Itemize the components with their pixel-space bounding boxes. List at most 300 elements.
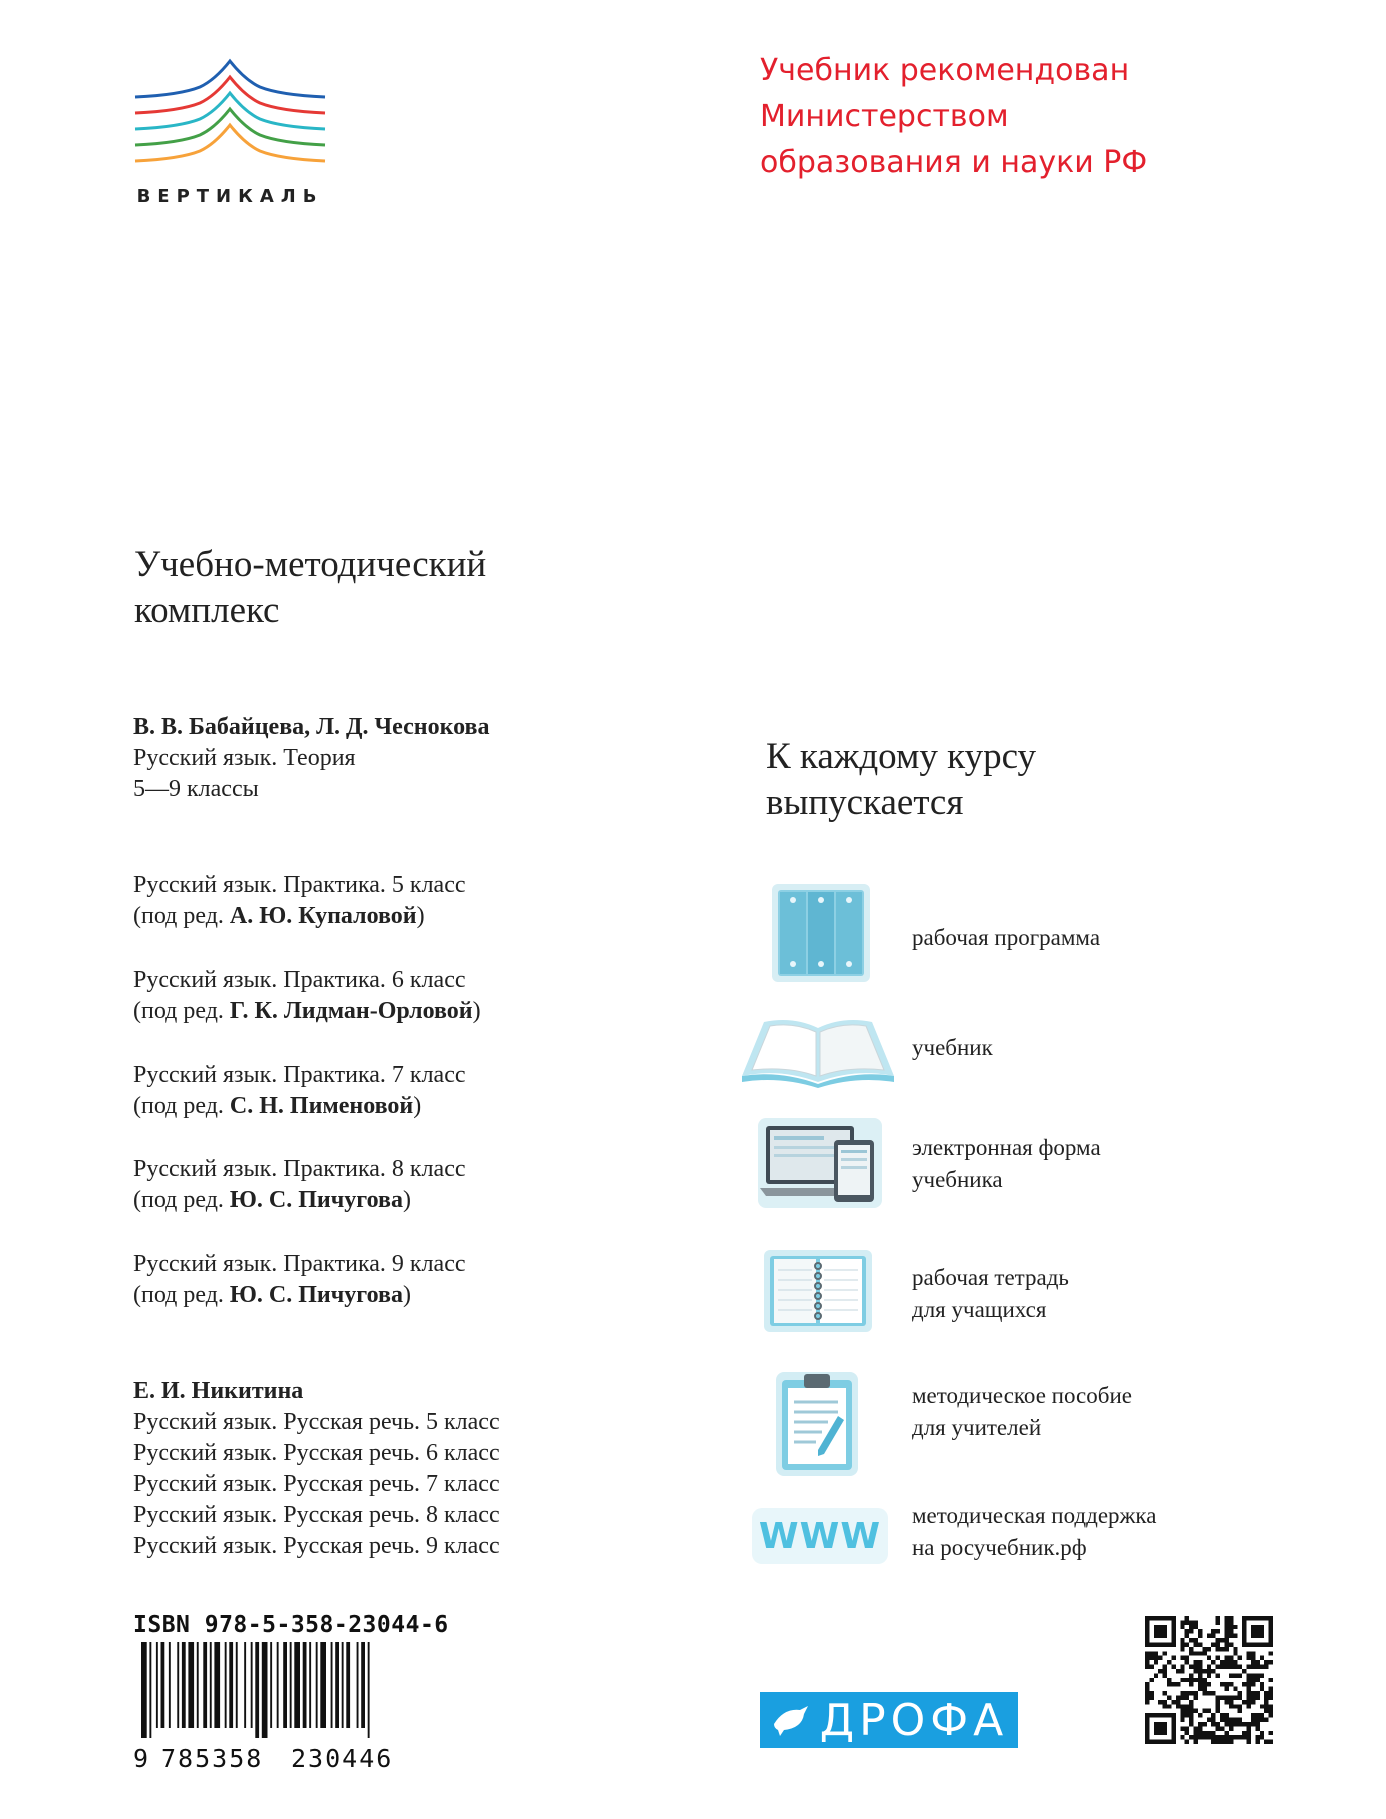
qr-module bbox=[1149, 1651, 1153, 1655]
qr-module bbox=[1189, 1704, 1193, 1708]
qr-module bbox=[1189, 1673, 1193, 1677]
qr-module bbox=[1229, 1625, 1233, 1629]
speech-title: Русский язык. Русская речь. 7 класс bbox=[133, 1471, 500, 1497]
qr-module bbox=[1207, 1691, 1211, 1695]
qr-module bbox=[1211, 1642, 1215, 1646]
qr-module bbox=[1189, 1735, 1193, 1739]
qr-module bbox=[1216, 1629, 1220, 1633]
qr-module bbox=[1269, 1678, 1273, 1682]
qr-module bbox=[1167, 1660, 1171, 1664]
qr-module bbox=[1251, 1691, 1255, 1695]
barcode-bar bbox=[149, 1642, 151, 1738]
qr-module bbox=[1189, 1629, 1193, 1633]
qr-module bbox=[1202, 1669, 1206, 1673]
qr-module bbox=[1229, 1673, 1233, 1677]
book-icon bbox=[738, 1012, 898, 1092]
qr-module bbox=[1216, 1620, 1220, 1624]
qr-module bbox=[1216, 1740, 1220, 1744]
barcode-bar bbox=[316, 1642, 318, 1728]
qr-module bbox=[1180, 1656, 1184, 1660]
qr-module bbox=[1194, 1665, 1198, 1669]
barcode-bar bbox=[177, 1642, 179, 1728]
qr-module bbox=[1163, 1691, 1167, 1695]
qr-module bbox=[1198, 1735, 1202, 1739]
practice-editor: А. Ю. Купаловой bbox=[229, 903, 417, 929]
qr-module bbox=[1198, 1682, 1202, 1686]
publisher-logo bbox=[760, 1692, 1018, 1748]
barcode-bar bbox=[290, 1642, 292, 1728]
qr-module bbox=[1211, 1669, 1215, 1673]
qr-module bbox=[1198, 1678, 1202, 1682]
qr-module bbox=[1163, 1665, 1167, 1669]
qr-module bbox=[1229, 1665, 1233, 1669]
qr-module bbox=[1233, 1647, 1237, 1651]
qr-module bbox=[1242, 1722, 1246, 1726]
practice-editor: Ю. С. Пичугова bbox=[229, 1282, 403, 1308]
qr-module bbox=[1198, 1665, 1202, 1669]
qr-module bbox=[1220, 1695, 1224, 1699]
qr-module bbox=[1145, 1691, 1149, 1695]
qr-module bbox=[1198, 1634, 1202, 1638]
qr-module bbox=[1149, 1678, 1153, 1682]
qr-module bbox=[1154, 1651, 1158, 1655]
qr-module bbox=[1176, 1700, 1180, 1704]
qr-module bbox=[1185, 1629, 1189, 1633]
qr-module bbox=[1194, 1731, 1198, 1735]
qr-module bbox=[1269, 1731, 1273, 1735]
practice-editor: Г. К. Лидман-Орловой bbox=[229, 998, 473, 1024]
qr-module bbox=[1247, 1691, 1251, 1695]
qr-module bbox=[1189, 1722, 1193, 1726]
barcode-digit-first: 9 bbox=[133, 1744, 149, 1773]
qr-module bbox=[1194, 1669, 1198, 1673]
qr-module bbox=[1216, 1722, 1220, 1726]
qr-module bbox=[1224, 1713, 1228, 1717]
qr-module bbox=[1207, 1731, 1211, 1735]
qr-module bbox=[1145, 1656, 1149, 1660]
practice-editor: Ю. С. Пичугова bbox=[229, 1187, 403, 1213]
qr-module bbox=[1202, 1651, 1206, 1655]
qr-module bbox=[1260, 1682, 1264, 1686]
qr-module bbox=[1264, 1718, 1268, 1722]
feature-label-line: на росучебник.рф bbox=[912, 1535, 1087, 1560]
notebook-icon bbox=[764, 1250, 872, 1336]
qr-module bbox=[1198, 1669, 1202, 1673]
qr-module bbox=[1224, 1687, 1228, 1691]
practice-prefix: (под ред. bbox=[133, 1282, 230, 1308]
qr-module bbox=[1242, 1669, 1246, 1673]
qr-module bbox=[1158, 1656, 1162, 1660]
practice-suffix: ) bbox=[472, 998, 481, 1024]
qr-module bbox=[1251, 1673, 1255, 1677]
barcode-bar bbox=[244, 1642, 246, 1728]
qr-module bbox=[1149, 1656, 1153, 1660]
qr-module bbox=[1247, 1695, 1251, 1699]
feature-label-line: методическая поддержка bbox=[912, 1503, 1157, 1528]
barcode-bar bbox=[251, 1642, 253, 1728]
qr-module bbox=[1154, 1656, 1158, 1660]
qr-module bbox=[1202, 1678, 1206, 1682]
barcode-bar bbox=[255, 1642, 259, 1738]
qr-module bbox=[1198, 1642, 1202, 1646]
practice-title: Русский язык. Практика. 6 класс bbox=[133, 967, 466, 993]
qr-module bbox=[1247, 1678, 1251, 1682]
barcode-bar bbox=[141, 1642, 147, 1738]
qr-module bbox=[1224, 1695, 1228, 1699]
qr-module bbox=[1255, 1691, 1259, 1695]
barcode-bar bbox=[182, 1642, 186, 1728]
qr-module bbox=[1189, 1709, 1193, 1713]
qr-code-image bbox=[1145, 1616, 1273, 1744]
qr-module bbox=[1264, 1695, 1268, 1699]
qr-module bbox=[1251, 1656, 1255, 1660]
feature-label bbox=[912, 1032, 993, 1064]
qr-module bbox=[1207, 1656, 1211, 1660]
qr-module bbox=[1233, 1660, 1237, 1664]
qr-module bbox=[1216, 1647, 1220, 1651]
qr-module bbox=[1180, 1642, 1184, 1646]
qr-module bbox=[1224, 1620, 1228, 1624]
qr-module bbox=[1163, 1704, 1167, 1708]
barcode-bar bbox=[361, 1642, 365, 1728]
qr-module bbox=[1224, 1718, 1228, 1722]
qr-module bbox=[1180, 1709, 1184, 1713]
qr-module bbox=[1202, 1709, 1206, 1713]
recommendation-text bbox=[760, 48, 1147, 186]
qr-module bbox=[1229, 1620, 1233, 1624]
qr-module bbox=[1216, 1709, 1220, 1713]
qr-module bbox=[1185, 1642, 1189, 1646]
qr-module bbox=[1229, 1718, 1233, 1722]
qr-module bbox=[1233, 1687, 1237, 1691]
qr-module bbox=[1189, 1638, 1193, 1642]
feature-label bbox=[912, 922, 1100, 954]
qr-module bbox=[1180, 1638, 1184, 1642]
qr-module bbox=[1194, 1691, 1198, 1695]
practice-suffix: ) bbox=[413, 1093, 422, 1119]
theory-block bbox=[133, 712, 489, 805]
qr-module bbox=[1180, 1718, 1184, 1722]
speech-author: Е. И. Никитина bbox=[133, 1378, 304, 1404]
qr-module bbox=[1269, 1740, 1273, 1744]
qr-module bbox=[1255, 1673, 1259, 1677]
qr-module bbox=[1198, 1726, 1202, 1730]
qr-module bbox=[1145, 1660, 1149, 1664]
barcode-bar bbox=[236, 1642, 238, 1728]
qr-module bbox=[1185, 1726, 1189, 1730]
qr-module bbox=[1202, 1735, 1206, 1739]
qr-module bbox=[1207, 1682, 1211, 1686]
barcode-digits-left: 785358 bbox=[161, 1744, 264, 1773]
qr-module bbox=[1145, 1700, 1149, 1704]
logo-wordmark: ВЕРТИКАЛЬ bbox=[136, 186, 324, 207]
qr-module bbox=[1229, 1642, 1233, 1646]
qr-module bbox=[1189, 1647, 1193, 1651]
barcode-bar bbox=[229, 1642, 233, 1728]
qr-module bbox=[1163, 1669, 1167, 1673]
qr-module bbox=[1176, 1695, 1180, 1699]
qr-module bbox=[1224, 1629, 1228, 1633]
qr-module bbox=[1242, 1731, 1246, 1735]
qr-module bbox=[1202, 1691, 1206, 1695]
qr-module bbox=[1180, 1695, 1184, 1699]
qr-module bbox=[1229, 1634, 1233, 1638]
qr-module bbox=[1154, 1673, 1158, 1677]
qr-module bbox=[1211, 1740, 1215, 1744]
qr-module bbox=[1220, 1638, 1224, 1642]
barcode-bar bbox=[188, 1642, 194, 1728]
bird-icon bbox=[770, 1702, 810, 1738]
qr-module bbox=[1229, 1660, 1233, 1664]
qr-module bbox=[1176, 1682, 1180, 1686]
clipboard-icon bbox=[776, 1370, 858, 1480]
qr-module bbox=[1233, 1718, 1237, 1722]
qr-module bbox=[1247, 1665, 1251, 1669]
qr-module bbox=[1163, 1673, 1167, 1677]
qr-module bbox=[1198, 1651, 1202, 1655]
qr-module bbox=[1229, 1735, 1233, 1739]
qr-module bbox=[1180, 1691, 1184, 1695]
qr-module bbox=[1251, 1660, 1255, 1664]
qr-module bbox=[1189, 1665, 1193, 1669]
qr-module bbox=[1185, 1660, 1189, 1664]
qr-module bbox=[1224, 1625, 1228, 1629]
practice-title: Русский язык. Практика. 8 класс bbox=[133, 1156, 466, 1182]
practice-title: Русский язык. Практика. 7 класс bbox=[133, 1062, 466, 1088]
qr-module bbox=[1145, 1687, 1149, 1691]
barcode-bar bbox=[277, 1642, 279, 1728]
practice-title: Русский язык. Практика. 5 класс bbox=[133, 872, 466, 898]
qr-module bbox=[1180, 1669, 1184, 1673]
qr-module bbox=[1180, 1625, 1184, 1629]
qr-module bbox=[1251, 1695, 1255, 1699]
qr-finder-core bbox=[1154, 1625, 1167, 1638]
qr-module bbox=[1211, 1735, 1215, 1739]
qr-module bbox=[1145, 1682, 1149, 1686]
qr-module bbox=[1269, 1687, 1273, 1691]
qr-module bbox=[1216, 1642, 1220, 1646]
qr-module bbox=[1163, 1700, 1167, 1704]
qr-module bbox=[1194, 1695, 1198, 1699]
feature-label-line: электронная форма bbox=[912, 1135, 1101, 1160]
courses-title-line: выпускается bbox=[766, 782, 964, 823]
qr-module bbox=[1229, 1722, 1233, 1726]
qr-module bbox=[1233, 1634, 1237, 1638]
practice-prefix: (под ред. bbox=[133, 1187, 230, 1213]
qr-module bbox=[1242, 1682, 1246, 1686]
qr-module bbox=[1185, 1620, 1189, 1624]
qr-module bbox=[1202, 1722, 1206, 1726]
qr-module bbox=[1216, 1665, 1220, 1669]
feature-label-line: для учащихся bbox=[912, 1297, 1047, 1322]
qr-module bbox=[1180, 1713, 1184, 1717]
qr-module bbox=[1194, 1660, 1198, 1664]
speech-title: Русский язык. Русская речь. 9 класс bbox=[133, 1533, 500, 1559]
qr-module bbox=[1185, 1731, 1189, 1735]
barcode-bar bbox=[210, 1642, 212, 1728]
qr-module bbox=[1247, 1651, 1251, 1655]
qr-module bbox=[1255, 1678, 1259, 1682]
barcode-bar bbox=[169, 1642, 171, 1728]
qr-module bbox=[1145, 1665, 1149, 1669]
qr-module bbox=[1198, 1731, 1202, 1735]
qr-module bbox=[1233, 1651, 1237, 1655]
qr-module bbox=[1238, 1709, 1242, 1713]
qr-module bbox=[1207, 1718, 1211, 1722]
qr-module bbox=[1233, 1704, 1237, 1708]
qr-module bbox=[1198, 1713, 1202, 1717]
qr-module bbox=[1242, 1700, 1246, 1704]
speech-title: Русский язык. Русская речь. 6 класс bbox=[133, 1440, 500, 1466]
barcode-bar bbox=[331, 1642, 333, 1728]
qr-module bbox=[1180, 1735, 1184, 1739]
qr-module bbox=[1269, 1709, 1273, 1713]
qr-module bbox=[1216, 1638, 1220, 1642]
vertical-logo-arcs-icon bbox=[130, 55, 330, 170]
qr-module bbox=[1198, 1629, 1202, 1633]
qr-module bbox=[1224, 1700, 1228, 1704]
qr-module bbox=[1211, 1722, 1215, 1726]
barcode-bar bbox=[262, 1642, 268, 1738]
qr-module bbox=[1255, 1735, 1259, 1739]
qr-module bbox=[1211, 1660, 1215, 1664]
qr-module bbox=[1238, 1722, 1242, 1726]
feature-label-line: рабочая тетрадь bbox=[912, 1265, 1069, 1290]
qr-module bbox=[1260, 1718, 1264, 1722]
qr-module bbox=[1211, 1691, 1215, 1695]
practice-prefix: (под ред. bbox=[133, 903, 230, 929]
qr-module bbox=[1176, 1669, 1180, 1673]
qr-module bbox=[1255, 1722, 1259, 1726]
barcode-bar bbox=[320, 1642, 326, 1728]
qr-module bbox=[1255, 1740, 1259, 1744]
qr-module bbox=[1163, 1651, 1167, 1655]
feature-label bbox=[912, 1262, 1069, 1326]
umk-title-line: Учебно-методический bbox=[134, 544, 487, 585]
barcode-bar bbox=[214, 1642, 220, 1728]
practice-prefix: (под ред. bbox=[133, 998, 230, 1024]
qr-module bbox=[1185, 1695, 1189, 1699]
qr-module bbox=[1185, 1740, 1189, 1744]
qr-module bbox=[1185, 1704, 1189, 1708]
qr-module bbox=[1224, 1647, 1228, 1651]
qr-module bbox=[1180, 1726, 1184, 1730]
qr-module bbox=[1238, 1656, 1242, 1660]
qr-module bbox=[1251, 1678, 1255, 1682]
qr-module bbox=[1189, 1682, 1193, 1686]
qr-module bbox=[1251, 1651, 1255, 1655]
qr-module bbox=[1180, 1704, 1184, 1708]
qr-module bbox=[1247, 1735, 1251, 1739]
feature-label bbox=[912, 1500, 1156, 1564]
qr-module bbox=[1180, 1678, 1184, 1682]
barcode-bar bbox=[161, 1642, 165, 1728]
barcode-bar bbox=[225, 1642, 227, 1728]
qr-module bbox=[1202, 1731, 1206, 1735]
qr-module bbox=[1247, 1687, 1251, 1691]
qr-module bbox=[1269, 1660, 1273, 1664]
qr-module bbox=[1260, 1673, 1264, 1677]
qr-module bbox=[1224, 1634, 1228, 1638]
qr-module bbox=[1229, 1726, 1233, 1730]
practice-title: Русский язык. Практика. 9 класс bbox=[133, 1251, 466, 1277]
qr-module bbox=[1264, 1665, 1268, 1669]
feature-label-line: учебник bbox=[912, 1035, 993, 1060]
qr-module bbox=[1216, 1656, 1220, 1660]
qr-module bbox=[1189, 1678, 1193, 1682]
qr-module bbox=[1145, 1695, 1149, 1699]
umk-title bbox=[134, 542, 486, 634]
qr-module bbox=[1260, 1713, 1264, 1717]
qr-module bbox=[1167, 1682, 1171, 1686]
feature-label bbox=[912, 1380, 1132, 1444]
qr-module bbox=[1149, 1691, 1153, 1695]
qr-module bbox=[1194, 1726, 1198, 1730]
theory-authors: В. В. Бабайцева, Л. Д. Чеснокова bbox=[133, 714, 490, 740]
qr-module bbox=[1194, 1620, 1198, 1624]
qr-module bbox=[1202, 1687, 1206, 1691]
qr-module bbox=[1233, 1665, 1237, 1669]
qr-module bbox=[1158, 1669, 1162, 1673]
qr-module bbox=[1238, 1665, 1242, 1669]
qr-module bbox=[1194, 1638, 1198, 1642]
qr-module bbox=[1229, 1682, 1233, 1686]
qr-module bbox=[1238, 1718, 1242, 1722]
qr-module bbox=[1233, 1695, 1237, 1699]
feature-label-line: рабочая программа bbox=[912, 925, 1101, 950]
qr-module bbox=[1247, 1722, 1251, 1726]
qr-module bbox=[1207, 1673, 1211, 1677]
barcode-bar bbox=[346, 1642, 350, 1728]
barcode-bar bbox=[156, 1642, 158, 1728]
qr-module bbox=[1247, 1726, 1251, 1730]
qr-module bbox=[1238, 1735, 1242, 1739]
recommendation-line: Учебник рекомендован bbox=[760, 53, 1130, 88]
qr-module bbox=[1198, 1673, 1202, 1677]
practice-block-6 bbox=[133, 965, 481, 1027]
qr-module bbox=[1167, 1704, 1171, 1708]
qr-module bbox=[1189, 1651, 1193, 1655]
barcode-bar bbox=[283, 1642, 287, 1728]
qr-module bbox=[1247, 1740, 1251, 1744]
qr-module bbox=[1189, 1691, 1193, 1695]
qr-module bbox=[1229, 1629, 1233, 1633]
qr-module bbox=[1216, 1704, 1220, 1708]
qr-module bbox=[1220, 1682, 1224, 1686]
barcode-bar bbox=[197, 1642, 199, 1728]
qr-module bbox=[1189, 1620, 1193, 1624]
qr-module bbox=[1171, 1656, 1175, 1660]
qr-module bbox=[1260, 1665, 1264, 1669]
qr-module bbox=[1260, 1687, 1264, 1691]
qr-module bbox=[1229, 1704, 1233, 1708]
qr-module bbox=[1242, 1735, 1246, 1739]
qr-module bbox=[1211, 1713, 1215, 1717]
barcode-bar bbox=[335, 1642, 339, 1728]
publisher-name: ДРОФА bbox=[819, 1694, 1009, 1746]
qr-module bbox=[1216, 1695, 1220, 1699]
qr-module bbox=[1216, 1735, 1220, 1739]
practice-prefix: (под ред. bbox=[133, 1093, 230, 1119]
qr-module bbox=[1224, 1731, 1228, 1735]
practice-editor: С. Н. Пименовой bbox=[229, 1093, 414, 1119]
qr-module bbox=[1260, 1704, 1264, 1708]
qr-module bbox=[1224, 1660, 1228, 1664]
qr-module bbox=[1251, 1682, 1255, 1686]
qr-module bbox=[1238, 1704, 1242, 1708]
qr-module bbox=[1251, 1700, 1255, 1704]
qr-module bbox=[1269, 1691, 1273, 1695]
